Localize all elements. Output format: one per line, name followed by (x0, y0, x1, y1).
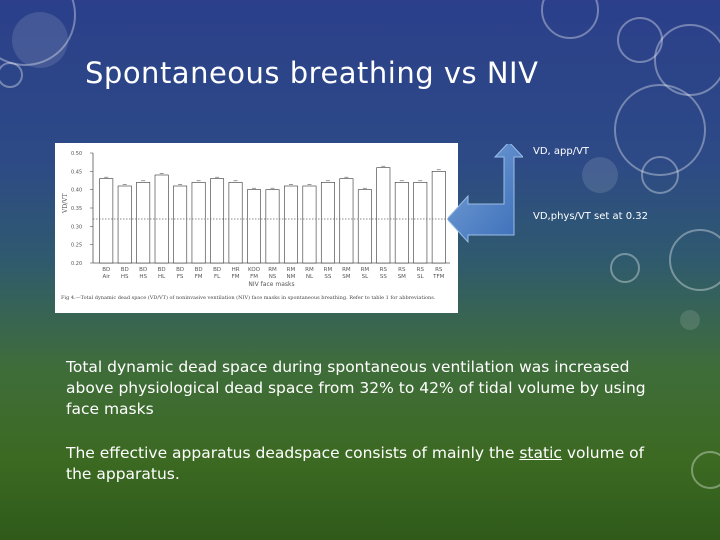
annotation-vd-phys-vt: VD,phys/VT set at 0.32 (533, 211, 648, 222)
x-tick-label: BD (213, 267, 222, 273)
x-tick-label: TFM (433, 274, 445, 280)
y-tick-label: 0.25 (71, 242, 83, 249)
x-tick-label: SM (397, 274, 406, 280)
underlined-word: static (519, 444, 562, 462)
x-tick-label: BD (176, 267, 185, 273)
bar (247, 190, 260, 263)
x-tick-label: RM (360, 267, 370, 273)
x-tick-label: BD (139, 267, 148, 273)
bar (266, 190, 279, 263)
slide-title: Spontaneous breathing vs NIV (85, 56, 539, 90)
y-tick-label: 0.20 (71, 261, 83, 267)
bar (118, 186, 131, 263)
x-tick-label: BD (194, 267, 203, 273)
bar (321, 182, 334, 263)
bar (340, 179, 353, 263)
y-tick-label: 0.30 (71, 224, 83, 231)
y-tick-label: 0.45 (71, 169, 83, 176)
x-tick-label: RM (286, 267, 296, 273)
bar (414, 182, 427, 263)
paragraph-text-start: The effective apparatus deadspace consists of mainly the (66, 444, 520, 462)
x-tick-label: HS (139, 274, 148, 280)
bar (395, 182, 408, 263)
y-axis-label: VD/VT (62, 193, 69, 213)
x-tick-label: Air (102, 274, 111, 280)
x-tick-label: KOO (248, 267, 261, 273)
bar (137, 182, 150, 263)
x-tick-label: RS (379, 267, 388, 273)
paragraph-dead-space: Total dynamic dead space during spontaneous ventilation was increased above physiological dead space from 32% to 42% of tidal volume by using face masks (66, 358, 646, 418)
x-tick-label: FM (250, 274, 258, 280)
bar (192, 182, 205, 263)
paragraph-apparatus-deadspace (66, 443, 656, 485)
annotation-vd-app-vt: VD, app/VT (533, 146, 590, 157)
x-tick-label: RM (342, 267, 351, 273)
x-tick-label: FS (176, 274, 184, 280)
x-tick-label: FL (213, 274, 221, 280)
bent-arrow-icon (448, 144, 523, 244)
x-tick-label: SL (417, 274, 424, 280)
bar (432, 171, 445, 263)
x-tick-label: SS (379, 274, 387, 280)
x-tick-label: NL (305, 274, 314, 280)
x-axis-label: NIV face masks (248, 281, 295, 288)
x-tick-label: BD (157, 267, 166, 273)
x-tick-label: NS (268, 274, 277, 280)
x-tick-label: SS (324, 274, 332, 280)
bar (303, 186, 316, 263)
bar-chart (55, 143, 458, 293)
figure-caption: Fig 4.—Total dynamic dead space (VD/VT) of noninvasive ventilation (NIV) face masks in spontaneous breathing. Refer to table 1 for abbreviations. (61, 295, 436, 301)
bar (358, 190, 371, 263)
x-tick-label: RM (323, 267, 333, 273)
x-tick-label: HL (158, 274, 166, 280)
figure-panel (55, 143, 458, 313)
x-tick-label: BD (102, 267, 111, 273)
x-tick-label: SL (361, 274, 369, 280)
x-tick-label: RS (398, 267, 406, 273)
x-tick-label: RM (268, 267, 277, 273)
y-tick-label: 0.50 (71, 151, 83, 157)
x-tick-label: SM (342, 274, 351, 280)
y-tick-label: 0.35 (71, 206, 83, 212)
x-tick-label: NM (286, 274, 296, 280)
bar (210, 179, 223, 263)
x-tick-label: RS (416, 267, 424, 273)
bar (173, 186, 186, 263)
y-tick-label: 0.40 (71, 187, 83, 194)
bar (229, 182, 242, 263)
x-tick-label: FM (231, 274, 240, 280)
x-tick-label: HR (231, 267, 240, 273)
x-tick-label: RM (305, 267, 314, 273)
x-tick-label: HS (120, 274, 129, 280)
bar (377, 168, 390, 263)
paragraph-text-end: volume of the apparatus. (66, 444, 645, 483)
x-tick-label: RS (435, 267, 443, 273)
x-tick-label: BD (120, 267, 129, 273)
bar (100, 179, 113, 263)
bar (284, 186, 297, 263)
x-tick-label: FM (194, 274, 203, 280)
